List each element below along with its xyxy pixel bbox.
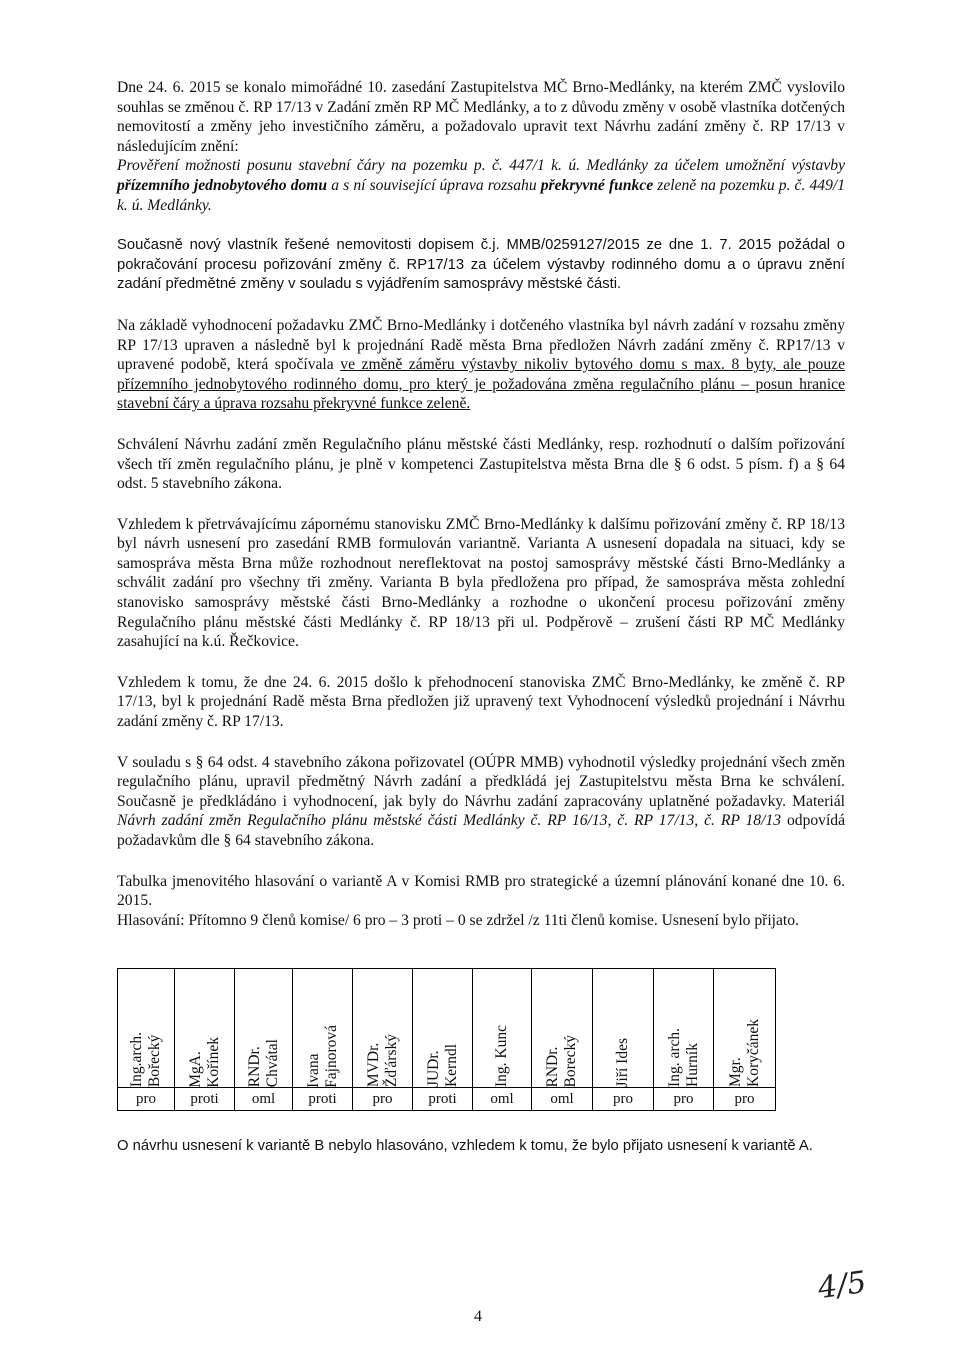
- vote-table-vote-cell: proti: [413, 1088, 473, 1111]
- paragraph-table-caption: Tabulka jmenovitého hlasování o variantě A v Komisi RMB pro strategické a územní plánování konané dne 10. 6. 2015.: [117, 872, 845, 910]
- vote-table-member-name: [473, 969, 532, 1088]
- paragraph-new-owner: Současně nový vlastník řešené nemovitosti dopisem č.j. MMB/0259127/2015 ze dne 1. 7. 2015 požádal o pokračování procesu pořizování změny č. RP17/13 za účelem výstavby rodinného domu a o úpravu znění zadání předmětné změny v souladu s vyjádřením samosprávy městské části.: [117, 237, 845, 293]
- vote-table-vote-cell: oml: [473, 1088, 532, 1111]
- intro-text: Dne 24. 6. 2015 se konalo mimořádné 10. zasedání Zastupitelstva MČ Brno-Medlánky, na kterém ZMČ vyslovilo souhlas se změnou č. RP 17/13 v Zadání změn RP MČ Medlánky, a to z důvodu změny v osobě vlastníka dotčených nemovitostí a změny jeho investičního záměru, a požadovalo upravit text Návrhu zadání změny č. RP 17/13 v následujícím znění:: [117, 79, 845, 155]
- vote-table-member-name: [413, 969, 473, 1088]
- member-name-text: MVDr. Žďárský: [364, 1034, 400, 1088]
- paragraph-approval: Schválení Návrhu zadání změn Regulačního plánu městské části Medlánky, resp. rozhodnutí o dalším pořizování všech tří změn regulačního plánu, je plně v kompetenci Zastupitelstva města Brna dle § 6 odst. 5 písm. f) a § 64 odst. 5 stavebního zákona.: [117, 435, 845, 493]
- member-name-text: MgA. Kořínek: [186, 1036, 222, 1088]
- vote-table-vote-cell: oml: [532, 1088, 593, 1111]
- member-name-text: JUDr. Kerndl: [424, 1044, 460, 1088]
- paragraph-evaluation: [117, 316, 845, 414]
- paragraph-variant-b: O návrhu usnesení k variantě B nebylo hlasováno, vzhledem k tomu, že bylo přijato usnesení k variantě A.: [117, 1138, 813, 1155]
- vote-table-member-name: [593, 969, 654, 1088]
- paragraph-building-act: [117, 753, 845, 851]
- member-name-text: RNDr. Chvátal: [245, 1039, 281, 1088]
- vote-table-vote-cell: proti: [293, 1088, 353, 1111]
- vote-table-vote-row: [118, 1088, 776, 1111]
- member-name-text: Mgr. Koryčánek: [726, 1019, 762, 1088]
- vote-table: [117, 968, 776, 1111]
- intro-quote-b: a s ní související úprava rozsahu: [327, 176, 541, 194]
- vote-table-member-name: [714, 969, 776, 1088]
- paragraph-voting-result: Hlasování: Přítomno 9 členů komise/ 6 pro – 3 proti – 0 se zdržel /z 11ti členů komise. Usnesení bylo přijato.: [117, 911, 799, 929]
- intro-quote-c: zeleně na pozemku p. č. 449/1 k. ú. Medlánky.: [117, 176, 845, 214]
- member-name-text: RNDr. Borecký: [544, 1034, 579, 1088]
- vote-table-member-name: [293, 969, 353, 1088]
- vote-table-vote-cell: pro: [714, 1088, 776, 1111]
- paragraph-variants: Vzhledem k přetrvávajícímu zápornému stanovisku ZMČ Brno-Medlánky k dalšímu pořizování změny č. RP 18/13 byl návrh usnesení pro zasedání RMB formulován variantně. Varianta A usnesení dopadala na situaci, kdy se samospráva města Brna může rozhodnout nereflektovat na postoj samosprávy městské části Brno-Medlánky a schválit zadání pro všechny tři změny. Varianta B byla předložena pro případ, že samospráva města zohlední stanovisko samosprávy městské části Brno-Medlánky a rozhodne o ukončení procesu pořizování změny Regulačního plánu městské části Medlánky č. RP 18/13 při ul. Podpěrově – zrušení části RP MČ Medlánky zasahující na k.ú. Řečkovice.: [117, 515, 845, 651]
- vote-table-member-name: [654, 969, 714, 1088]
- paragraph-reassessment: Vzhledem k tomu, že dne 24. 6. 2015 došlo k přehodnocení stanoviska ZMČ Brno-Medlánky, ke změně č. RP 17/13, byl k projednání Radě města Brna předložen již upravený text Vyhodnocení výsledků projednání i Návrhu zadání změny č. RP 17/13.: [117, 673, 845, 731]
- vote-table-vote-cell: pro: [353, 1088, 413, 1111]
- vote-table-member-name: [175, 969, 235, 1088]
- intro-quote-bold-2: překryvné funkce: [540, 176, 654, 194]
- member-name-text: Jiří Ides: [614, 1037, 631, 1088]
- evaluation-text: Na základě vyhodnocení požadavku ZMČ Brno-Medlánky i dotčeného vlastníka byl návrh zadání v rozsahu změny RP 17/13 upraven a následně byl k projednání Radě města Brna předložen Návrh zadání změny č. RP17/13 v upravené podobě, která spočívala: [117, 316, 845, 374]
- vote-table-member-name: [118, 969, 175, 1088]
- vote-table-member-name: [235, 969, 293, 1088]
- vote-table-member-name: [532, 969, 593, 1088]
- vote-table-vote-cell: pro: [593, 1088, 654, 1111]
- building-act-text-b: odpovídá požadavkům dle § 64 stavebního zákona.: [117, 812, 846, 849]
- vote-table-vote-cell: pro: [118, 1088, 175, 1111]
- vote-table-header-row: [118, 969, 776, 1088]
- building-act-material: Návrh zadání změn Regulačního plánu městské části Medlánky č. RP 16/13, č. RP 17/13, č. RP 18/13: [117, 812, 782, 830]
- vote-table-vote-cell: pro: [654, 1088, 714, 1111]
- evaluation-underlined: ve změně záměru výstavby nikoliv bytového domu s max. 8 byty, ale pouze přízemního jednobytového rodinného domu, pro který je požadována změna regulačního plánu – posun hranice stavební čáry a úprava rozsahu překryvné funkce zeleně.: [117, 356, 845, 413]
- vote-table-vote-cell: oml: [235, 1088, 293, 1111]
- vote-table-vote-cell: proti: [175, 1088, 235, 1111]
- paragraph-intro: [117, 78, 845, 215]
- member-name-text: Ing. Kunc: [493, 1025, 510, 1088]
- intro-quote-bold: přízemního jednobytového domu: [117, 176, 328, 194]
- intro-quote-a: Prověření možnosti posunu stavební čáry na pozemku p. č. 447/1 k. ú. Medlánky za účelem umožnění výstavby: [117, 157, 845, 175]
- vote-table-member-name: [353, 969, 413, 1088]
- member-name-text: Ing. arch. Hurník: [665, 1028, 701, 1088]
- page-number: 4: [474, 1308, 482, 1325]
- member-name-text: Ivana Fajnorová: [304, 1024, 340, 1088]
- building-act-text-a: V souladu s § 64 odst. 4 stavebního zákona pořizovatel (OÚPR MMB) vyhodnotil výsledky projednání všech změn regulačního plánu, upravil předmětný Návrh zadání a předkládá jej Zastupitelstvu města Brna ke schválení. Současně je předkládáno i vyhodnocení, jak byly do Návrhu zadání zapracovány uplatněné požadavky. Materiál: [117, 753, 845, 810]
- handwritten-page-mark: 4/5: [815, 1264, 869, 1307]
- member-name-text: Ing.arch. Bořecký: [128, 1032, 163, 1088]
- document-body: [117, 78, 845, 1157]
